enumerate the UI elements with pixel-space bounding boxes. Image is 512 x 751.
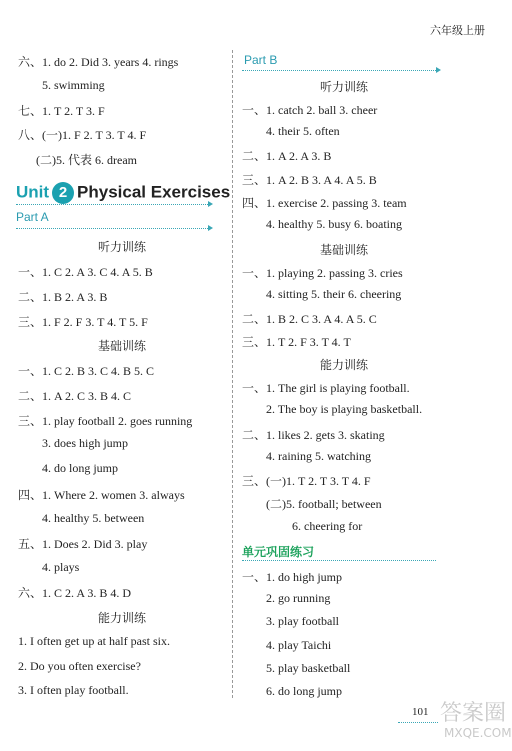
answer-line: 1. I often get up at half past six. xyxy=(18,634,170,648)
unit-underline xyxy=(16,204,208,205)
answer-line: 二、1. B 2. A 3. B xyxy=(18,290,108,304)
grade-header: 六年级上册 xyxy=(430,24,485,37)
answer-line: 一、1. C 2. A 3. C 4. A 5. B xyxy=(18,265,153,279)
answer-line: 3. play football xyxy=(266,614,339,628)
answer-line: 2. Do you often exercise? xyxy=(18,659,141,673)
section-ability-a: 能力训练 xyxy=(98,611,147,625)
page-underline xyxy=(398,722,438,723)
answer-line: 六、1. do 2. Did 3. years 4. rings xyxy=(18,55,179,69)
underline-arrow xyxy=(208,201,213,207)
answer-line: 一、1. playing 2. passing 3. cries xyxy=(242,266,403,280)
section-ability-b: 能力训练 xyxy=(320,358,369,372)
answer-line: 4. raining 5. watching xyxy=(266,449,371,463)
answer-line: 一、1. do high jump xyxy=(242,570,343,584)
answer-line: (二)5. 代表 6. dream xyxy=(36,153,137,167)
unit-title xyxy=(16,182,230,204)
section-basic-a: 基础训练 xyxy=(98,339,147,353)
review-underline xyxy=(242,560,436,561)
answer-line: 二、1. A 2. A 3. B xyxy=(242,149,332,163)
answer-line: 四、1. exercise 2. passing 3. team xyxy=(242,196,407,210)
underline-arrow xyxy=(208,225,213,231)
section-listening-b: 听力训练 xyxy=(320,80,369,94)
answer-line: 三、1. A 2. B 3. A 4. A 5. B xyxy=(242,173,377,187)
answer-line: (二)5. football; between xyxy=(266,497,382,511)
answer-line: 三、1. F 2. F 3. T 4. T 5. F xyxy=(18,315,148,329)
unit-name: Physical Exercises xyxy=(77,182,231,202)
section-basic-b: 基础训练 xyxy=(320,243,369,257)
answer-line: 4. do long jump xyxy=(42,461,119,475)
answer-line: 一、1. catch 2. ball 3. cheer xyxy=(242,103,378,117)
part-a-label: Part A xyxy=(16,210,49,224)
answer-line: 4. sitting 5. their 6. cheering xyxy=(266,287,402,301)
column-divider xyxy=(232,50,233,698)
answer-line: 四、1. Where 2. women 3. always xyxy=(18,488,185,502)
section-review: 单元巩固练习 xyxy=(242,545,315,559)
section-listening-a: 听力训练 xyxy=(98,240,147,254)
unit-word: Unit xyxy=(16,182,50,202)
answer-line: 4. play Taichi xyxy=(266,638,332,652)
answer-line: 6. cheering for xyxy=(292,519,363,533)
answer-line: 4. healthy 5. between xyxy=(42,511,145,525)
answer-line: 三、1. play football 2. goes running xyxy=(18,414,193,428)
page-number: 101 xyxy=(412,706,429,718)
answer-line: 八、(一)1. F 2. T 3. T 4. F xyxy=(18,128,147,142)
answer-line: 3. I often play football. xyxy=(18,683,129,697)
answer-line: 5. swimming xyxy=(42,78,105,92)
answer-line: 二、1. B 2. C 3. A 4. A 5. C xyxy=(242,312,377,326)
answer-line: 六、1. C 2. A 3. B 4. D xyxy=(18,586,132,600)
answer-line: 一、1. C 2. B 3. C 4. B 5. C xyxy=(18,364,155,378)
answer-line: 五、1. Does 2. Did 3. play xyxy=(18,537,148,551)
unit-number-badge: 2 xyxy=(52,182,74,204)
answer-line: 6. do long jump xyxy=(266,684,343,698)
answer-line: 4. their 5. often xyxy=(266,124,340,138)
answer-line: 4. plays xyxy=(42,560,80,574)
answer-line: 2. The boy is playing basketball. xyxy=(266,402,423,416)
answer-line: 一、1. The girl is playing football. xyxy=(242,381,410,395)
answer-line: 七、1. T 2. T 3. F xyxy=(18,104,105,118)
watermark-logo xyxy=(440,696,506,727)
answer-line: 二、1. A 2. C 3. B 4. C xyxy=(18,389,132,403)
part-b-underline xyxy=(242,70,436,71)
answer-line: 2. go running xyxy=(266,591,331,605)
answer-line: 5. play basketball xyxy=(266,661,351,675)
answer-line: 3. does high jump xyxy=(42,436,128,450)
answer-line: 三、(一)1. T 2. T 3. T 4. F xyxy=(242,474,371,488)
answer-line: 三、1. T 2. F 3. T 4. T xyxy=(242,335,351,349)
part-a-underline xyxy=(16,228,208,229)
underline-arrow xyxy=(436,67,441,73)
watermark-url: MXQE.COM xyxy=(444,726,512,740)
part-b-label: Part B xyxy=(244,53,278,67)
answer-line: 4. healthy 5. busy 6. boating xyxy=(266,217,402,231)
answer-line: 二、1. likes 2. gets 3. skating xyxy=(242,428,385,442)
watermark-text: 答案圈 xyxy=(440,701,507,726)
